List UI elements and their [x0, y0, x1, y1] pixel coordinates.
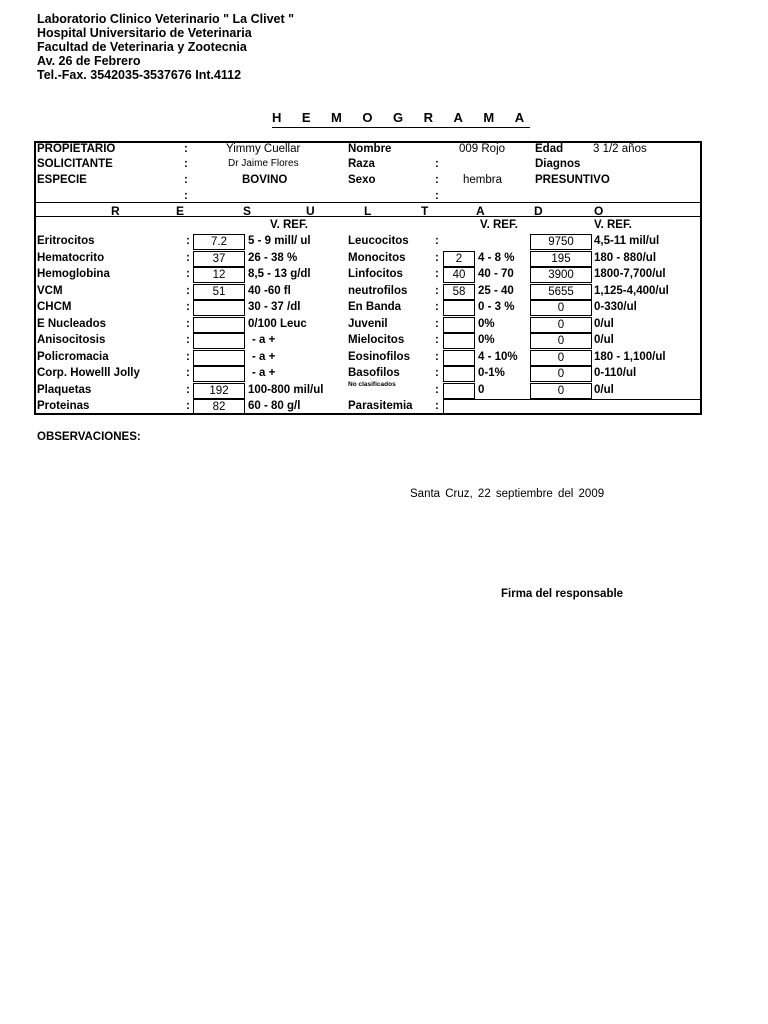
row-label: Hemoglobina [37, 268, 110, 280]
colon: : [435, 235, 439, 247]
colon: : [186, 384, 190, 396]
resultado-letter: D [534, 204, 543, 218]
colon: : [435, 252, 439, 264]
resultado-letter: A [476, 204, 485, 218]
raza-label: Raza [348, 158, 375, 170]
signature-label: Firma del responsable [501, 588, 624, 600]
row-label: Corp. Howelll Jolly [37, 367, 140, 379]
result-value-box [193, 317, 245, 333]
percent-reference: 0% [478, 334, 495, 346]
percent-reference: 0 [478, 384, 485, 396]
row-label: Hematocrito [37, 252, 105, 264]
colon: : [186, 334, 190, 346]
row-label: Eosinofilos [348, 351, 410, 363]
row-label: Leucocitos [348, 235, 409, 247]
absolute-reference: 0/ul [594, 334, 614, 346]
reference-range: - a + [252, 367, 276, 379]
reference-range: 0/100 Leuc [248, 318, 307, 330]
percent-value-box [443, 333, 475, 349]
percent-value-box [443, 317, 475, 333]
absolute-value-box: 0 [530, 333, 592, 349]
absolute-reference: 4,5-11 mil/ul [594, 235, 660, 247]
row-label: Monocitos [348, 252, 406, 264]
percent-value-box [443, 366, 475, 382]
result-value-box [193, 300, 245, 316]
propietario-value: Yimmy Cuellar [226, 143, 301, 155]
reference-range: 30 - 37 /dl [248, 301, 301, 313]
especie-value: BOVINO [242, 174, 288, 186]
page-title: HEMOGRAMA [272, 110, 545, 125]
row-label: CHCM [37, 301, 72, 313]
colon: : [435, 334, 439, 346]
propietario-label: PROPIETARIO [37, 143, 116, 155]
observaciones-label: OBSERVACIONES: [37, 431, 141, 443]
result-value-box: 51 [193, 284, 245, 300]
colon: : [186, 367, 190, 379]
title-underline [272, 127, 530, 128]
percent-value-box [443, 300, 475, 316]
colon: : [435, 190, 439, 202]
colon: : [186, 351, 190, 363]
absolute-value-box: 0 [530, 317, 592, 333]
colon: : [186, 285, 190, 297]
vref-header: V. REF. [270, 219, 308, 231]
row-label: Eritrocitos [37, 235, 95, 247]
edad-label: Edad [535, 143, 564, 155]
row-label: VCM [37, 285, 63, 297]
percent-reference: 0-1% [478, 367, 505, 379]
diagnos-label: Diagnos [535, 158, 581, 170]
absolute-reference: 0-110/ul [594, 367, 637, 379]
result-value-box: 7.2 [193, 234, 245, 250]
colon: : [435, 285, 439, 297]
especie-label: ESPECIE [37, 174, 87, 186]
colon: : [435, 367, 439, 379]
absolute-value-box: 0 [530, 300, 592, 316]
vref-header: V. REF. [594, 219, 632, 231]
row-label: Juvenil [348, 318, 388, 330]
reference-range: - a + [252, 334, 276, 346]
colon: : [435, 268, 439, 280]
row-label: Plaquetas [37, 384, 92, 396]
percent-reference: 25 - 40 [478, 285, 514, 297]
absolute-reference: 0/ul [594, 384, 614, 396]
row-label: No clasificados [348, 381, 396, 388]
percent-value-box: 40 [443, 267, 475, 283]
absolute-reference: 1,125-4,400/ul [594, 285, 669, 297]
colon: : [184, 190, 188, 202]
percent-reference: 0 - 3 % [478, 301, 515, 313]
edad-value: 3 1/2 años [593, 143, 647, 155]
resultado-letter: S [243, 204, 252, 218]
resultado-letter: L [364, 204, 372, 218]
row-label: E Nucleados [37, 318, 107, 330]
row-label: Linfocitos [348, 268, 403, 280]
percent-value-box: 58 [443, 284, 475, 300]
colon: : [186, 252, 190, 264]
colon: : [184, 143, 188, 155]
row-label: Basofilos [348, 367, 400, 379]
absolute-value-box: 5655 [530, 284, 592, 300]
absolute-reference: 1800-7,700/ul [594, 268, 666, 280]
colon: : [186, 268, 190, 280]
reference-range: 100-800 mil/ul [248, 384, 324, 396]
reference-range: 8,5 - 13 g/dl [248, 268, 311, 280]
result-value-box: 37 [193, 251, 245, 267]
absolute-reference: 0-330/ul [594, 301, 637, 313]
percent-value-box: 2 [443, 251, 475, 267]
resultado-letter: O [594, 204, 604, 218]
resultado-letter: E [176, 204, 185, 218]
solicitante-value: Dr Jaime Flores [228, 158, 299, 169]
colon: : [435, 384, 439, 396]
colon: : [435, 318, 439, 330]
colon: : [435, 174, 439, 186]
solicitante-label: SOLICITANTE [37, 158, 113, 170]
row-label: neutrofilos [348, 285, 408, 297]
result-value-box: 82 [193, 399, 245, 415]
resultado-letter: R [111, 204, 120, 218]
divider-top [35, 202, 702, 203]
percent-value-box [443, 383, 475, 399]
colon: : [186, 301, 190, 313]
result-value-box: 192 [193, 383, 245, 399]
reference-range: 5 - 9 mill/ ul [248, 235, 311, 247]
colon: : [186, 400, 190, 412]
nombre-label: Nombre [348, 143, 392, 155]
absolute-reference: 180 - 1,100/ul [594, 351, 666, 363]
vref-header: V. REF. [480, 219, 518, 231]
absolute-value-box: 0 [530, 366, 592, 382]
reference-range: 26 - 38 % [248, 252, 298, 264]
reference-range: 60 - 80 g/l [248, 400, 301, 412]
percent-reference: 0% [478, 318, 495, 330]
reference-range: - a + [252, 351, 276, 363]
colon: : [435, 158, 439, 170]
nombre-value: 009 Rojo [459, 143, 506, 155]
row-label: Parasitemia [348, 400, 413, 412]
faculty-name: Facultad de Veterinaria y Zootecnia [37, 40, 247, 54]
resultado-letter: U [306, 204, 315, 218]
row-label: Proteinas [37, 400, 90, 412]
sexo-value: hembra [463, 174, 502, 186]
percent-reference: 40 - 70 [478, 268, 514, 280]
result-value-box [193, 350, 245, 366]
colon: : [186, 235, 190, 247]
colon: : [435, 351, 439, 363]
percent-reference: 4 - 8 % [478, 252, 515, 264]
sexo-label: Sexo [348, 174, 376, 186]
result-value-box [193, 333, 245, 349]
presuntivo-label: PRESUNTIVO [535, 174, 610, 186]
absolute-value-box: 9750 [530, 234, 592, 250]
lab-name: Laboratorio Clinico Veterinario " La Clivet " [37, 12, 295, 26]
resultado-letter: T [421, 204, 429, 218]
absolute-value-box: 0 [530, 350, 592, 366]
colon: : [186, 318, 190, 330]
report-date: Santa Cruz, 22 septiembre del 2009 [410, 488, 605, 500]
row-label: Mielocitos [348, 334, 405, 346]
percent-reference: 4 - 10% [478, 351, 518, 363]
percent-value-box [443, 350, 475, 366]
row-label: Policromacia [37, 351, 109, 363]
row-label: Anisocitosis [37, 334, 106, 346]
hospital-name: Hospital Universitario de Veterinaria [37, 26, 252, 40]
parasitemia-box [443, 399, 702, 415]
colon: : [435, 301, 439, 313]
row-label: En Banda [348, 301, 402, 313]
colon: : [184, 158, 188, 170]
absolute-value-box: 3900 [530, 267, 592, 283]
result-value-box: 12 [193, 267, 245, 283]
absolute-value-box: 195 [530, 251, 592, 267]
absolute-reference: 180 - 880/ul [594, 252, 657, 264]
colon: : [184, 174, 188, 186]
address: Av. 26 de Febrero [37, 54, 141, 68]
colon: : [435, 400, 439, 412]
phone: Tel.-Fax. 3542035-3537676 Int.4112 [37, 68, 242, 82]
absolute-reference: 0/ul [594, 318, 614, 330]
reference-range: 40 -60 fl [248, 285, 291, 297]
result-value-box [193, 366, 245, 382]
absolute-value-box: 0 [530, 383, 592, 399]
